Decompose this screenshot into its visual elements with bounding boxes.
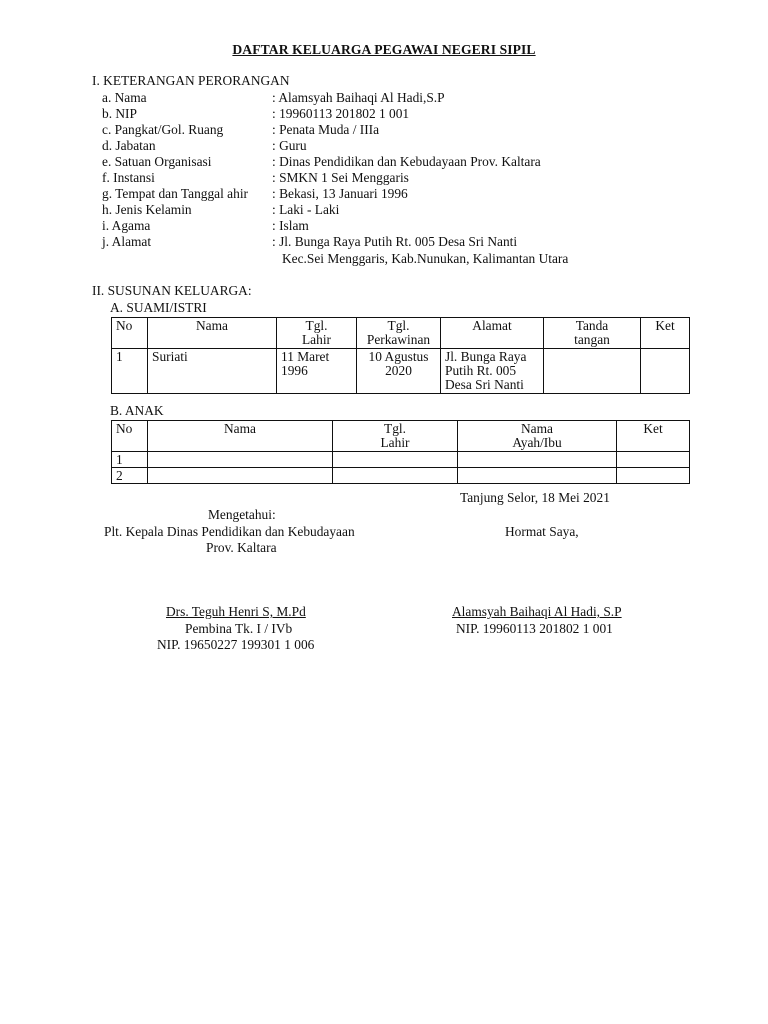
field-value: : Laki - Laki (272, 202, 340, 217)
signer-left-rank: Pembina Tk. I / IVb (185, 621, 293, 636)
signer-right-name: Alamsyah Baihaqi Al Hadi, S.P (452, 604, 622, 619)
cell-ket (617, 452, 690, 468)
cell-no: 2 (112, 468, 148, 484)
header-cell-tgl-lahir: Tgl. Lahir (333, 421, 458, 452)
header-cell-tgl-lahir: Tgl. Lahir (277, 318, 357, 349)
field-value: : Penata Muda / IIIa (272, 122, 380, 137)
header-cell-nama-ayah-ibu: Nama Ayah/Ibu (458, 421, 617, 452)
cell-ket (617, 468, 690, 484)
header-cell-tanda-tangan: Tanda tangan (544, 318, 641, 349)
header-cell-nama: Nama (148, 421, 333, 452)
field-value: : 19960113 201802 1 001 (272, 106, 410, 121)
field-value: : Bekasi, 13 Januari 1996 (272, 186, 408, 201)
field-label: e. Satuan Organisasi (102, 154, 212, 169)
cell-tgl-lahir (333, 468, 458, 484)
header-cell-nama: Nama (148, 318, 277, 349)
table-header-row (112, 318, 690, 349)
field-label: j. Alamat (102, 234, 152, 249)
signer-right-nip: NIP. 19960113 201802 1 001 (456, 621, 613, 636)
field-value: : SMKN 1 Sei Menggaris (272, 170, 409, 185)
cell-nama-ayah-ibu (458, 468, 617, 484)
field-value: : Jl. Bunga Raya Putih Rt. 005 Desa Sri Nanti (272, 234, 518, 249)
place-date: Tanjung Selor, 18 Mei 2021 (460, 490, 610, 505)
field-label: c. Pangkat/Gol. Ruang (102, 122, 224, 137)
table-header-row (112, 421, 690, 452)
header-cell-ket: Ket (617, 421, 690, 452)
header-cell-no: No (112, 318, 148, 349)
field-value: Kec.Sei Menggaris, Kab.Nunukan, Kalimantan Utara (282, 251, 569, 266)
greeting-label: Hormat Saya, (505, 524, 579, 539)
signer-left-office-region: Prov. Kaltara (206, 540, 277, 555)
children-heading: B. ANAK (110, 403, 164, 418)
cell-nama (148, 468, 333, 484)
spouse-heading: A. SUAMI/ISTRI (110, 300, 207, 315)
field-label: a. Nama (102, 90, 147, 105)
cell-no: 1 (112, 452, 148, 468)
field-value: : Guru (272, 138, 307, 153)
field-value: : Islam (272, 218, 309, 233)
cell-tanda-tangan (544, 349, 641, 394)
section-2-heading: II. SUSUNAN KELUARGA: (92, 283, 252, 298)
cell-no: 1 (112, 349, 148, 394)
header-cell-no: No (112, 421, 148, 452)
cell-nama (148, 452, 333, 468)
field-value: : Alamsyah Baihaqi Al Hadi,S.P (272, 90, 445, 105)
cell-tgl-lahir: 11 Maret 1996 (277, 349, 357, 394)
table-row (112, 349, 690, 394)
signer-left-nip: NIP. 19650227 199301 1 006 (157, 637, 315, 652)
section-1-heading: I. KETERANGAN PERORANGAN (92, 73, 290, 88)
cell-tgl-lahir (333, 452, 458, 468)
table-row (112, 468, 690, 484)
field-value: : Dinas Pendidikan dan Kebudayaan Prov. Kaltara (272, 154, 541, 169)
cell-nama: Suriati (148, 349, 277, 394)
field-label: h. Jenis Kelamin (102, 202, 192, 217)
document-title: DAFTAR KELUARGA PEGAWAI NEGERI SIPIL (232, 42, 536, 57)
cell-tgl-perkawinan: 10 Agustus 2020 (357, 349, 441, 394)
header-cell-ket: Ket (641, 318, 690, 349)
field-label: f. Instansi (102, 170, 155, 185)
signer-left-office: Plt. Kepala Dinas Pendidikan dan Kebudayaan (104, 524, 355, 539)
header-cell-alamat: Alamat (441, 318, 544, 349)
field-label: g. Tempat dan Tanggal ahir (102, 186, 249, 201)
field-label: i. Agama (102, 218, 151, 233)
children-table (111, 420, 690, 484)
signer-left-name: Drs. Teguh Henri S, M.Pd (166, 604, 306, 619)
cell-ket (641, 349, 690, 394)
field-label: b. NIP (102, 106, 137, 121)
mengetahui-label: Mengetahui: (208, 507, 276, 522)
header-cell-tgl-perkawinan: Tgl. Perkawinan (357, 318, 441, 349)
field-label: d. Jabatan (102, 138, 156, 153)
table-row (112, 452, 690, 468)
cell-alamat: Jl. Bunga Raya Putih Rt. 005 Desa Sri Nanti (441, 349, 544, 394)
spouse-table (111, 317, 690, 394)
cell-nama-ayah-ibu (458, 452, 617, 468)
